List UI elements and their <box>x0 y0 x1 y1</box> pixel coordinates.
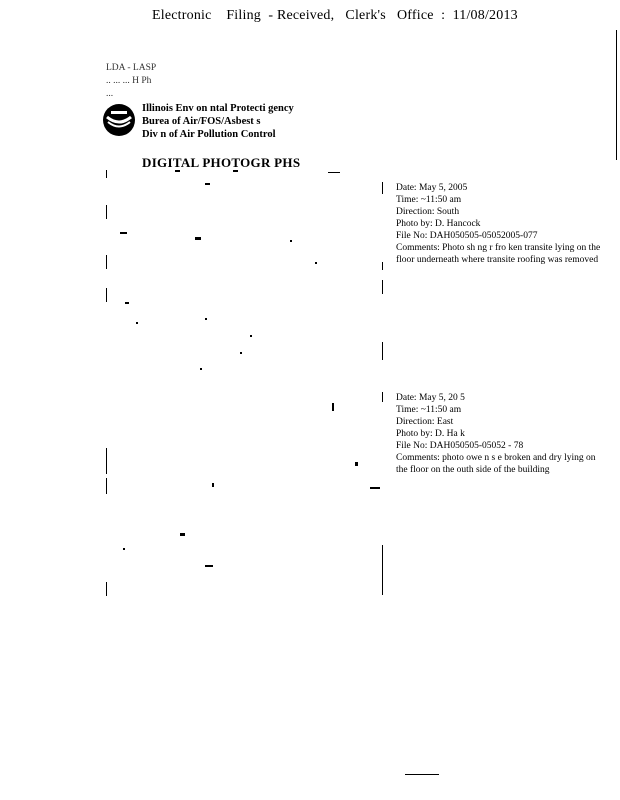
iepa-logo-icon <box>102 103 136 137</box>
photo-2-date: Date: May 5, 20 5 <box>396 393 465 403</box>
photo-2-comments: Comments: photo owe n s e broken and dry lying on the floor on the outh side of the building <box>396 453 596 475</box>
division-name: Div n of Air Pollution Control <box>142 129 276 140</box>
photo-2-file-no: File No: DAH050505-05052 - 78 <box>396 441 524 451</box>
photo-1-direction: Direction: South <box>396 207 460 217</box>
photo-1-caption <box>396 182 608 266</box>
photo-2-caption <box>396 392 608 476</box>
photo-2-time: Time: ~11:50 am <box>396 405 462 415</box>
scan-edge <box>616 30 617 160</box>
meta-line-3: ... <box>106 89 114 99</box>
meta-line-1: LDA - LASP <box>106 63 157 73</box>
photo-2-direction: Direction: East <box>396 417 454 427</box>
meta-line-2: .. ... ... H Ph <box>106 76 152 86</box>
photo-1-date: Date: May 5, 2005 <box>396 183 468 193</box>
photo-1-photographer: Photo by: D. Hancock <box>396 219 481 229</box>
filing-stamp: Electronic Filing - Received, Clerk's Office : 11/08/2013 <box>152 8 518 23</box>
page-title: DIGITAL PHOTOGR PHS <box>142 155 301 170</box>
bureau-name: Burea of Air/FOS/Asbest s <box>142 116 261 127</box>
photo-1-comments: Comments: Photo sh ng r fro ken transite lying on the floor underneath where transite roofing was removed <box>396 243 601 265</box>
footer-rule <box>405 774 439 775</box>
photo-1-file-no: File No: DAH050505-05052005-077 <box>396 231 538 241</box>
photo-2-photographer: Photo by: D. Ha k <box>396 429 465 439</box>
agency-name: Illinois Env on ntal Protecti gency <box>142 103 294 114</box>
photo-1-time: Time: ~11:50 am <box>396 195 462 205</box>
